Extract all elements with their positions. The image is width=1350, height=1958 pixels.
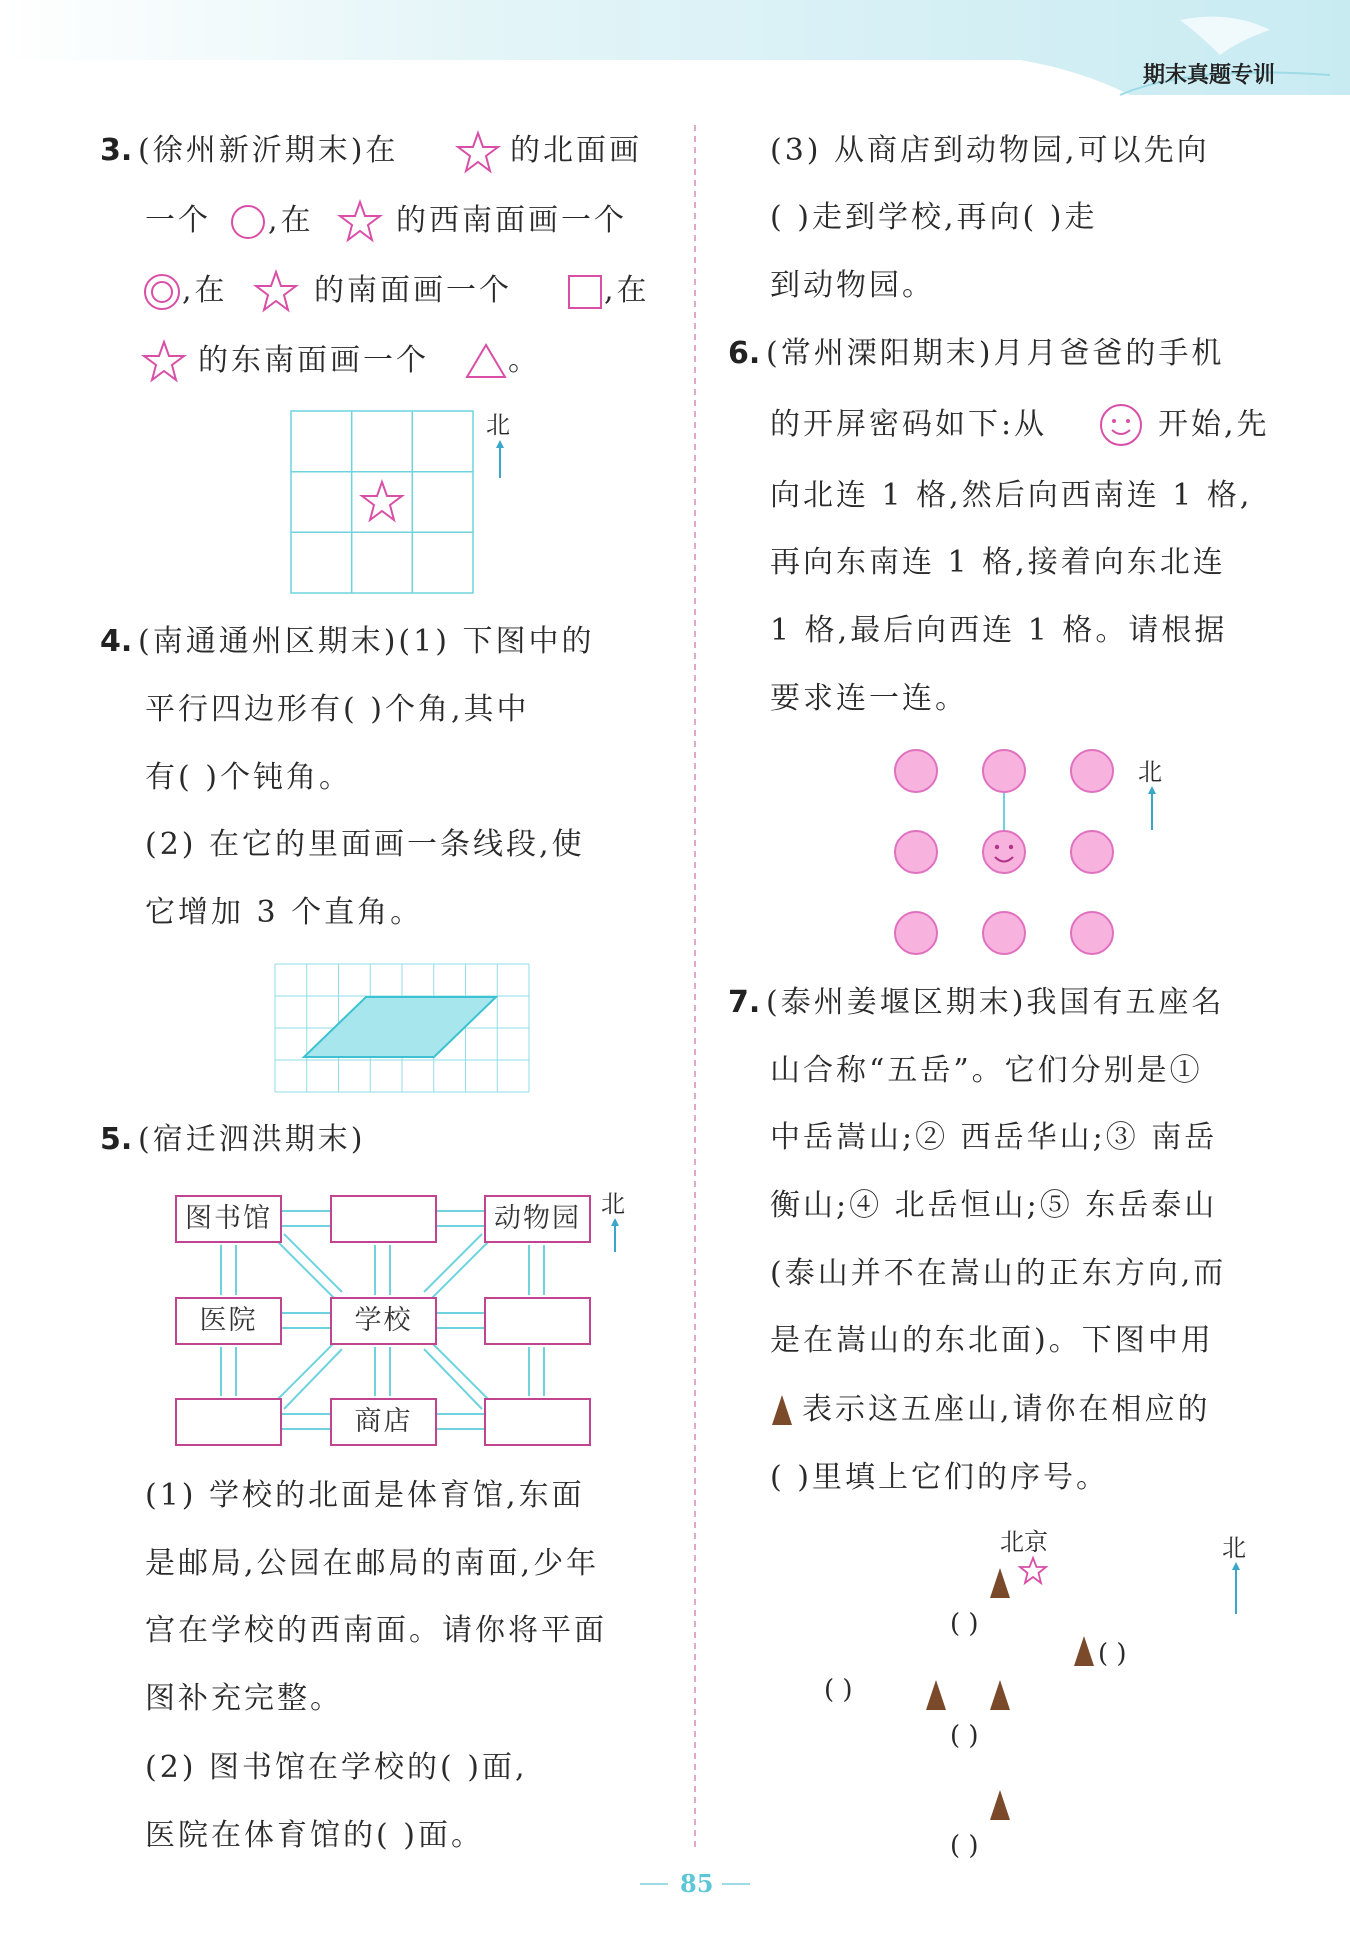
q5-sub3-line2: ( )走到学校,再向( )走 [770,200,1098,235]
q5-sub3-line1: (3) 从商店到动物园,可以先向 [770,133,1210,168]
q3-north-label: 北 [486,411,510,439]
page-number: 85 [680,1869,714,1898]
q3-number: 3. [100,133,133,168]
q7-paren-northeast[interactable]: ( ) [1098,1639,1127,1669]
q6-line3: 向北连 1 格,然后向西南连 1 格, [770,478,1253,513]
q5-sub3-line3: 到动物园。 [770,268,935,303]
q3-line1b: 的北面画 [510,133,642,168]
q4-line5: 它增加 3 个直角。 [145,895,424,930]
q7-number: 7. [728,985,761,1020]
q7-paren-north[interactable]: ( ) [950,1609,979,1639]
q4-line3: 有( )个钝角。 [145,760,352,795]
q3-line4b: 。 [508,343,541,378]
q7-paren-center[interactable]: ( ) [950,1721,979,1751]
q7-line3: 中岳嵩山;② 西岳华山;③ 南岳 [770,1120,1218,1155]
q7-line7: 表示这五座山,请你在相应的 [802,1392,1211,1427]
q6-line1: (常州溧阳期末)月月爸爸的手机 [766,336,1225,371]
q7-line4: 衡山;④ 北岳恒山;⑤ 东岳泰山 [770,1188,1218,1223]
q5-sub1-line2: 是邮局,公园在邮局的南面,少年 [145,1546,600,1581]
map-box-school: 学校 [330,1297,437,1345]
q3-line2a: 一个 [145,203,211,238]
q7-north-label: 北 [1222,1534,1246,1562]
q6-north-label: 北 [1138,758,1162,786]
q7-line1: (泰州姜堰区期末)我国有五座名 [766,985,1225,1020]
map-box-shop: 商店 [330,1398,437,1446]
q5-sub1-line1: (1) 学校的北面是体育馆,东面 [145,1478,585,1513]
q6-line6: 要求连一连。 [770,681,968,716]
q7-line6: 是在嵩山的东北面)。下图中用 [770,1323,1214,1358]
q7-paren-south[interactable]: ( ) [950,1831,979,1861]
q3-line3b: 的南面画一个 [314,273,512,308]
q6-line4: 再向东南连 1 格,接着向东北连 [770,545,1226,580]
q3-line1a: (徐州新沂期末)在 [138,133,399,168]
q5-sub1-line3: 宫在学校的西南面。请你将平面 [145,1613,607,1648]
map-box-zoo: 动物园 [484,1195,591,1243]
q5-north-label: 北 [601,1190,625,1218]
map-box-hospital: 医院 [175,1297,282,1345]
q3-line3a: ,在 [182,273,228,308]
beijing-label: 北京 [1000,1528,1048,1556]
q6-line2a: 的开屏密码如下:从 [770,407,1048,442]
q4-line2: 平行四边形有( )个角,其中 [145,692,530,727]
q7-line8: ( )里填上它们的序号。 [770,1460,1109,1495]
q3-line4a: 的东南面画一个 [198,343,429,378]
header-title: 期末真题专训 [1143,63,1276,88]
q4-number: 4. [100,624,133,659]
q3-line3c: ,在 [604,273,650,308]
map-box-library: 图书馆 [175,1195,282,1243]
q6-line5: 1 格,最后向西连 1 格。请根据 [770,613,1228,648]
q4-line4: (2) 在它的里面画一条线段,使 [145,827,585,862]
q6-number: 6. [728,336,761,371]
q3-line2b: ,在 [268,203,314,238]
q5-number: 5. [100,1122,133,1157]
q5-sub1-line4: 图补充完整。 [145,1681,343,1716]
q7-line5: (泰山并不在嵩山的正东方向,而 [770,1256,1227,1291]
q5-line1: (宿迁泗洪期末) [138,1122,366,1157]
q5-sub2-line1: (2) 图书馆在学校的( )面, [145,1750,528,1785]
q4-line1: (南通通州区期末)(1) 下图中的 [138,624,595,659]
q6-line2b: 开始,先 [1158,407,1270,442]
q5-sub2-line2: 医院在体育馆的( )面。 [145,1818,484,1853]
q7-paren-west[interactable]: ( ) [824,1675,853,1705]
q7-line2: 山合称“五岳”。它们分别是① [770,1053,1203,1088]
q3-line2c: 的西南面画一个 [396,203,627,238]
